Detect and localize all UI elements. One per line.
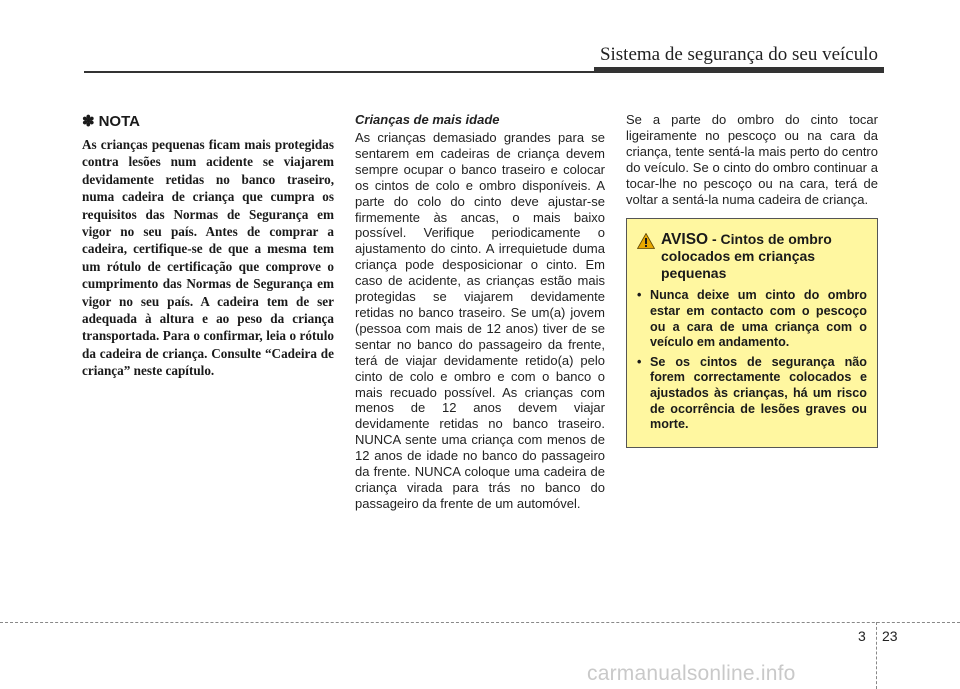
page-header-title: Sistema de segurança do seu veículo (599, 44, 878, 65)
note-heading-label: NOTA (98, 112, 140, 130)
warning-header (637, 231, 867, 282)
older-children-column (355, 112, 605, 512)
header-rule-accent (594, 67, 884, 73)
watermark: carmanualsonline.info (587, 662, 796, 685)
note-heading (82, 112, 334, 130)
footer-divider (876, 622, 877, 689)
warning-list (637, 288, 867, 432)
note-asterisk-icon: ✽ (82, 113, 95, 130)
warning-label: AVISO (661, 231, 709, 249)
footer-rule (0, 622, 960, 623)
note-column (82, 112, 334, 380)
older-children-body: As crianças demasiado grandes para se sentarem em cadeiras de criança devem sempre ocupar o banco traseiro e colocar os cintos de colo e ombro disponíveis. A parte do colo do cinto deve ajustar-se firmemente às ancas, o mais baixo possível. Verifique periodicamente o ajustamento do cinto. A irrequietude duma criança pode desposicionar o cinto. Em caso de acidente, as crianças estão mais protegidas se viajarem devidamente retidas no banco traseiro. Se um(a) jovem (pessoa com mais de 12 anos) tiver de se sentar no banco do passageiro da frente, terá de viajar devidamente retido(a) pelo cinto de colo e ombro e com o banco o mais recuado possível. As crianças com menos de 12 anos devem viajar devidamente retidas no banco traseiro. NUNCA sente uma criança com menos de 12 anos de idade no banco do passageiro da frente. NUNCA coloque uma cadeira de criança virada para trás no banco do passageiro da frente de um automóvel. (355, 130, 605, 511)
warning-title (661, 231, 867, 282)
older-children-title: Crianças de mais idade (355, 112, 500, 127)
warning-subject: - Cintos de ombro colocados em crianças pequenas (661, 231, 832, 282)
note-body: As crianças pequenas ficam mais protegidas contra lesões num acidente se viajarem devidamente retidas no banco traseiro, numa cadeira de criança que cumpra os requisitos das Normas de Segurança em vigor no seu país. Antes de comprar a cadeira, certifique-se de que a mesma tem um rótulo de certificação que comprove o cumprimento das Normas de Segurança em vigor no seu país. A cadeira tem de ser adequada à altura e ao peso da criança transportada. Para o confirmar, leia o rótulo da cadeira de criança. Consulte “Cadeira de criança” neste capítulo. (82, 137, 334, 379)
page-number: 23 (882, 628, 898, 644)
chapter-number: 3 (858, 628, 866, 644)
warning-box (626, 218, 878, 447)
shoulder-belt-text: Se a parte do ombro do cinto tocar ligeiramente no pescoço ou na cara da criança, tente sentá-la mais perto do centro do veículo. Se o cinto do ombro continuar a tocar-lhe no pescoço ou na cara, terá de voltar a sentá-la numa cadeira de criança. (626, 112, 878, 207)
shoulder-belt-column (626, 112, 878, 448)
warning-triangle-icon (637, 233, 655, 254)
warning-item: • Nunca deixe um cinto do ombro estar em contacto com o pescoço ou a cara de uma criança com o veículo em andamento. (637, 288, 867, 350)
warning-item: • Se os cintos de segurança não forem correctamente colocados e ajustados às crianças, há um risco de ocorrência de lesões graves ou morte. (637, 355, 867, 433)
